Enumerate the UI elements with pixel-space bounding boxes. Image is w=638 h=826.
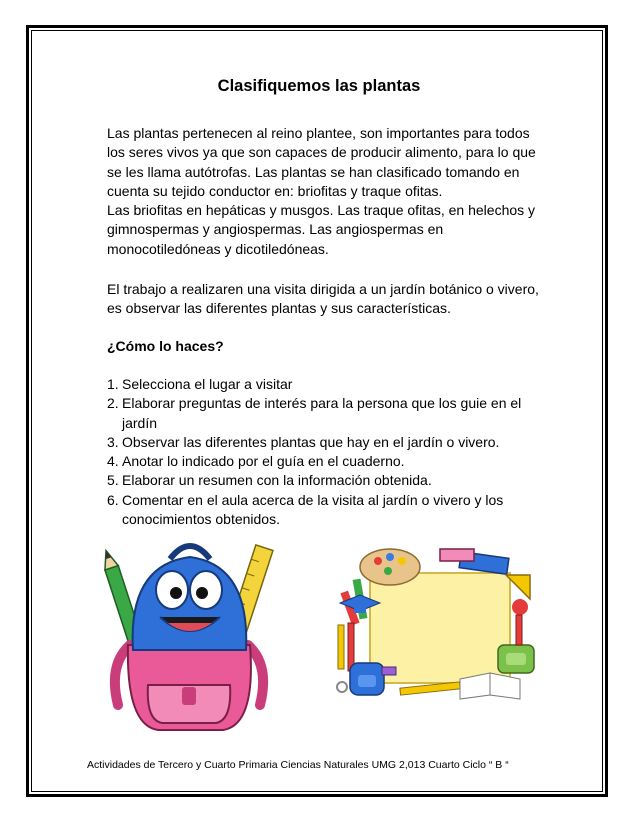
step-item bbox=[107, 471, 552, 490]
backpack-character-icon bbox=[98, 535, 278, 735]
step-number: 1. bbox=[107, 376, 119, 392]
step-text: Selecciona el lugar a visitar bbox=[122, 376, 293, 392]
intro-paragraph-line-group-2: Las briofitas en hepáticas y musgos. Las traque ofitas, en helechos y gimnospermas y angiospermas. Las angiospermas en monocotiledóneas y dicotiledóneas. bbox=[107, 202, 536, 257]
step-item bbox=[107, 394, 552, 433]
step-number: 5. bbox=[107, 472, 119, 489]
step-item bbox=[107, 375, 552, 394]
task-paragraph: El trabajo a realizaren una visita dirigida a un jardín botánico o vivero, es observar las diferentes plantas y sus características. bbox=[107, 281, 539, 317]
step-item bbox=[107, 433, 552, 452]
step-number: 2. bbox=[107, 395, 119, 412]
intro-paragraph bbox=[107, 124, 547, 259]
step-number: 3. bbox=[107, 433, 119, 450]
page-footer: Actividades de Tercero y Cuarto Primaria Ciencias Naturales UMG 2,013 Cuarto Ciclo “ B “ bbox=[87, 759, 509, 771]
how-heading: ¿Cómo lo haces? bbox=[107, 338, 224, 354]
intro-paragraph-line-group-1: Las plantas pertenecen al reino plantee, son importantes para todos los seres vivos ya que son capaces de producir alimento, para lo que se les llama autótrofas. Las plantas se han clasificado tomando en cuenta su tejido conductor en: briofitas y traque ofitas. bbox=[107, 125, 536, 199]
step-text: Anotar lo indicado por el guía en el cuaderno. bbox=[122, 453, 405, 470]
step-text: Comentar en el aula acerca de la visita al jardín o vivero y los conocimientos obtenidos. bbox=[122, 491, 504, 528]
step-text: Observar las diferentes plantas que hay en el jardín o vivero. bbox=[122, 433, 500, 450]
school-supplies-frame-icon bbox=[330, 545, 542, 705]
step-number: 6. bbox=[107, 491, 119, 508]
step-item bbox=[107, 452, 552, 471]
page-title: Clasifiquemos las plantas bbox=[217, 77, 421, 95]
step-number: 4. bbox=[107, 453, 119, 470]
steps-list bbox=[107, 375, 552, 529]
step-item bbox=[107, 491, 552, 530]
step-text: Elaborar un resumen con la información obtenida. bbox=[122, 472, 432, 489]
step-text: Elaborar preguntas de interés para la persona que los guie en el jardín bbox=[122, 395, 522, 431]
